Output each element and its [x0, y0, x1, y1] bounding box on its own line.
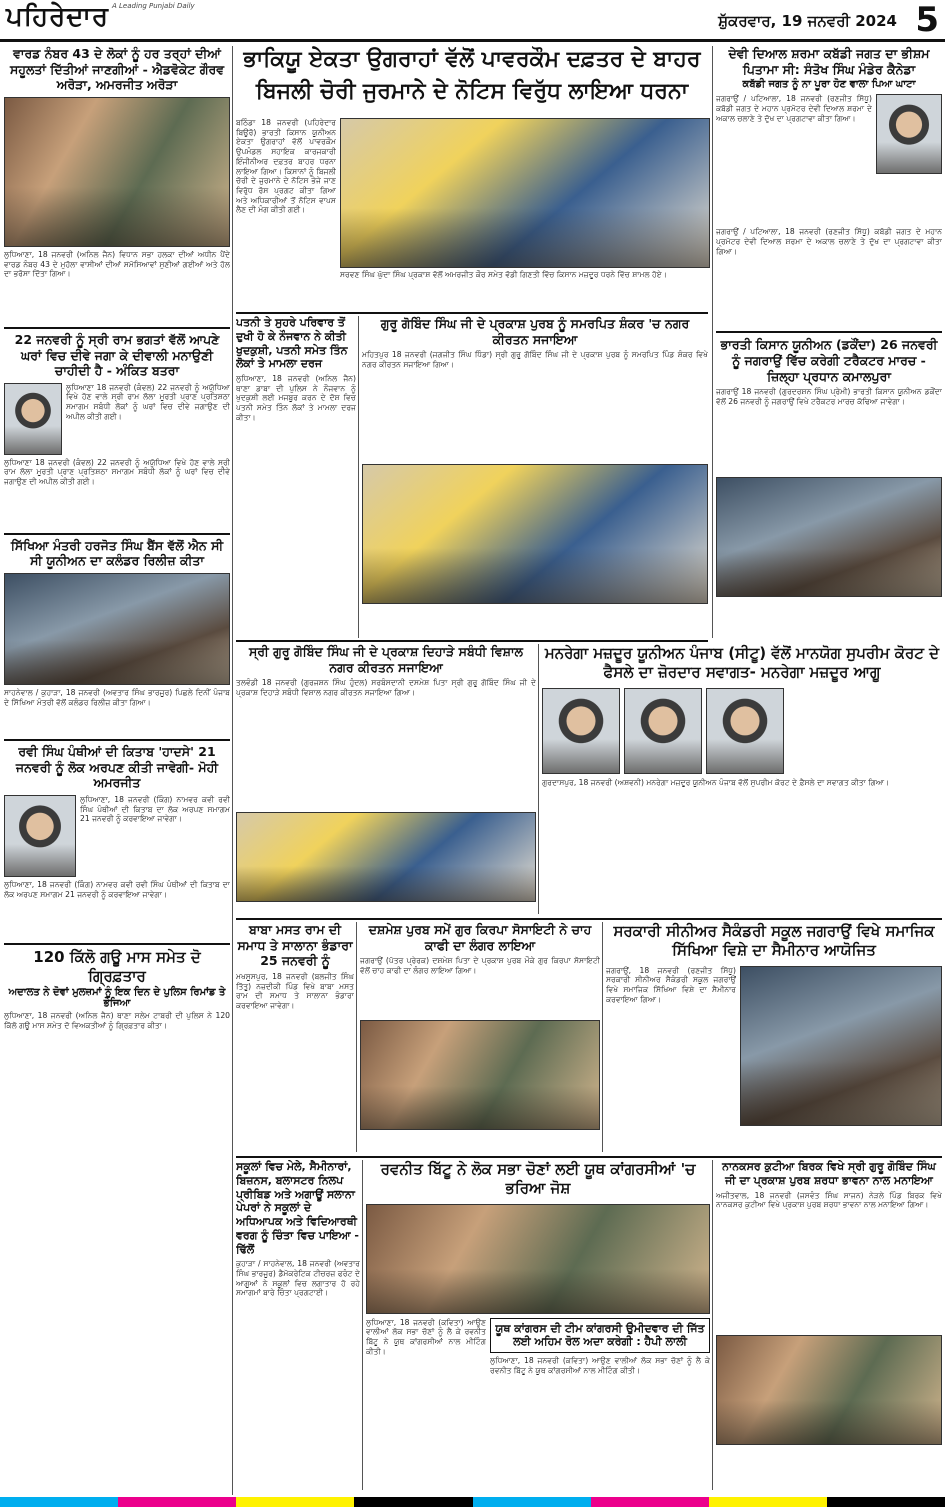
- lead-caption-area: [340, 270, 710, 310]
- cyan-swatch: [0, 1497, 118, 1507]
- article-headline: 22 ਜਨਵਰੀ ਨੂੰ ਸ੍ਰੀ ਰਾਮ ਭਗਤਾਂ ਵੱਲੋਂ ਆਪਣੇ ਘਰਾਂ ਵਿਚ ਦੀਵੇ ਜਗਾ ਕੇ ਦੀਵਾਲੀ ਮਨਾਉਣੀ ਚਾਹੀਦੀ ਹੈ - ਅੰਕਿਤ ਬਤਰਾ: [14, 331, 220, 379]
- column-rule: [602, 922, 603, 1152]
- article-body: ਅਜੀਤਵਾਲ, 18 ਜਨਵਰੀ (ਜਸਵੰਤ ਸਿੰਘ ਸਾਜਨ) ਨੇੜਲੇ ਪਿੰਡ ਬਿਰਕ ਵਿਖੇ ਨਾਨਕਸਰ ਕੁਟੀਆ ਵਿਖੇ ਪ੍ਰਕਾਸ਼ ਪੁਰਬ ਸ਼ਰਧਾ ਭਾਵਨਾ ਨਾਲ ਮਨਾਇਆ ਗਿਆ।: [716, 1190, 942, 1210]
- article-body: ਜਗਰਾਉਂ 18 ਜਨਵਰੀ (ਗੁਰਦਰਸ਼ਨ ਸਿੰਘ ਪ੍ਰੇਮੀ) ਭਾਰਤੀ ਕਿਸਾਨ ਯੂਨੀਅਨ ਡਕੌਂਦਾ ਵੱਲੋਂ 26 ਜਨਵਰੀ ਨੂੰ ਜਗਰਾਉਂ ਵਿਖੇ ਟਰੈਕਟਰ ਮਾਰਚ ਕੱਢਿਆ ਜਾਵੇਗਾ।: [716, 387, 942, 406]
- page-number: 5: [915, 0, 939, 40]
- cyan-swatch: [473, 1497, 591, 1507]
- column-rule: [358, 316, 359, 638]
- divider: [4, 739, 230, 741]
- left-column: [4, 46, 230, 1491]
- article-body: ਜਗਰਾਉਂ (ਪੱਤਰ ਪ੍ਰੇਰਕ) ਦਸ਼ਮੇਸ਼ ਪਿਤਾ ਦੇ ਪ੍ਰਕਾਸ਼ ਪੁਰਬ ਮੌਕੇ ਗੁਰ ਕਿਰਪਾ ਸੋਸਾਇਟੀ ਵੱਲੋਂ ਚਾਹ ਕਾਫੀ ਦਾ ਲੰਗਰ ਲਾਇਆ ਗਿਆ।: [360, 956, 600, 975]
- newspaper-brand: ਪਹਿਰੇਦਾਰ: [6, 2, 109, 32]
- news-photo: [362, 464, 708, 604]
- article-body: ਲੁਧਿਆਣਾ 18 ਜਨਵਰੀ (ਕੰਵਲ) 22 ਜਨਵਰੀ ਨੂੰ ਅਯੁੱਧਿਆ ਵਿਖੇ ਹੋਣ ਵਾਲੇ ਸ੍ਰੀ ਰਾਮ ਲੱਲਾ ਮੂਰਤੀ ਪ੍ਰਾਣ ਪ੍ਰਤਿਸ਼ਠਾ ਸਮਾਗਮ ਸਬੰਧੀ ਲੋਕਾਂ ਨੂੰ ਘਰਾਂ ਵਿਚ ਦੀਵੇ ਜਗਾਉਣ ਦੀ ਅਪੀਲ ਕੀਤੀ ਗਈ।: [66, 382, 230, 421]
- news-photo: [236, 812, 536, 902]
- portrait-photo: [542, 688, 620, 774]
- column-rule: [538, 644, 539, 914]
- column-rule: [356, 922, 357, 1152]
- article-body: ਤਲਵੰਡੀ 18 ਜਨਵਰੀ (ਗੁਰਜਸ਼ਨ ਸਿੰਘ ਹੁੰਦਲ) ਸਰਬੰਸਦਾਨੀ ਦਸਮੇਸ਼ ਪਿਤਾ ਸ੍ਰੀ ਗੁਰੂ ਗੋਬਿੰਦ ਸਿੰਘ ਜੀ ਦੇ ਪ੍ਰਕਾਸ਼ ਦਿਹਾੜੇ ਸਬੰਧੀ ਵਿਸ਼ਾਲ ਨਗਰ ਕੀਰਤਨ ਸਜਾਇਆ ਗਿਆ।: [236, 678, 536, 697]
- lead-body: ਬਠਿੰਡਾ 18 ਜਨਵਰੀ (ਪਹਿਰੇਦਾਰ ਬਿਊਰੋ) ਭਾਰਤੀ ਕਿਸਾਨ ਯੂਨੀਅਨ ਏਕਤਾ ਉਗਰਾਹਾਂ ਵੱਲੋਂ ਪਾਵਰਕੌਮ ਉਪਮੰਡਲ ਸਹਾਇਕ ਕਾਰਜਕਾਰੀ ਇੰਜੀਨੀਅਰ ਦਫ਼ਤਰ ਬਾਹਰ ਧਰਨਾ ਲਾਇਆ ਗਿਆ। ਕਿਸਾਨਾਂ ਨੂੰ ਬਿਜਲੀ ਚੋਰੀ ਦੇ ਜੁਰਮਾਨੇ ਦੇ ਨੋਟਿਸ ਭੇਜੇ ਜਾਣ ਵਿਰੁੱਧ ਰੋਸ ਪ੍ਰਗਟ ਕੀਤਾ ਗਿਆ ਅਤੇ ਅਧਿਕਾਰੀਆਂ ਤੋਂ ਨੋਟਿਸ ਵਾਪਸ ਲੈਣ ਦੀ ਮੰਗ ਕੀਤੀ ਗਈ।: [236, 118, 336, 215]
- divider: [236, 312, 708, 314]
- article-headline: ਸ੍ਰੀ ਗੁਰੂ ਗੋਬਿੰਦ ਸਿੰਘ ਜੀ ਦੇ ਪ੍ਰਕਾਸ਼ ਦਿਹਾੜੇ ਸਬੰਧੀ ਵਿਸ਼ਾਲ ਨਗਰ ਕੀਰਤਨ ਸਜਾਇਆ: [248, 644, 524, 675]
- article-body: ਸਾਹਨੇਵਾਲ / ਕੁਹਾੜਾ, 18 ਜਨਵਰੀ (ਅਵਤਾਰ ਸਿੰਘ ਭਾਰਜੂਰ) ਪਿਛਲੇ ਦਿਨੀਂ ਪੰਜਾਬ ਦੇ ਸਿੱਖਿਆ ਮੰਤਰੀ ਵੱਲੋਂ ਕਲੰਡਰ ਰਿਲੀਜ਼ ਕੀਤਾ ਗਿਆ।: [4, 688, 230, 707]
- article-body: ਲੁਧਿਆਣਾ, 18 ਜਨਵਰੀ (ਅਨਿਲ ਜੈਨ) ਥਾਣਾ ਡਾਬਾ ਦੀ ਪੁਲਿਸ ਨੇ ਨੌਜਵਾਨ ਨੂੰ ਖੁਦਕੁਸ਼ੀ ਲਈ ਮਜਬੂਰ ਕਰਨ ਦੇ ਦੋਸ਼ ਵਿਚ ਪਤਨੀ ਸਮੇਤ ਤਿੰਨ ਲੋਕਾਂ ਤੇ ਮਾਮਲਾ ਦਰਜ ਕੀਤਾ।: [236, 374, 356, 422]
- article-body: ਜਗਰਾਉਂ / ਪਟਿਆਲਾ, 18 ਜਨਵਰੀ (ਰਣਜੀਤ ਸਿੱਧੂ) ਕਬੱਡੀ ਜਗਤ ਦੇ ਮਹਾਨ ਪ੍ਰਮੋਟਰ ਦੇਵੀ ਦਿਆਲ ਸ਼ਰਮਾ ਦੇ ਅਕਾਲ ਚਲਾਣੇ ਤੇ ਦੁੱਖ ਦਾ ਪ੍ਰਗਟਾਵਾ ਕੀਤਾ ਗਿਆ।: [716, 94, 872, 123]
- article-body: ਲੁਧਿਆਣਾ, 18 ਜਨਵਰੀ (ਕਵਿਤਾ) ਆਉਣ ਵਾਲੀਆਂ ਲੋਕ ਸਭਾ ਚੋਣਾਂ ਨੂੰ ਲੈ ਕੇ ਰਵਨੀਤ ਬਿੱਟੂ ਨੇ ਯੂਥ ਕਾਂਗਰਸੀਆਂ ਨਾਲ ਮੀਟਿੰਗ ਕੀਤੀ।: [366, 1317, 486, 1356]
- divider: [4, 533, 230, 535]
- yellow-swatch: [236, 1497, 354, 1507]
- article-headline: ਵਾਰਡ ਨੰਬਰ 43 ਦੇ ਲੋਕਾਂ ਨੂੰ ਹਰ ਤਰ੍ਹਾਂ ਦੀਆਂ ਸਹੂਲਤਾਂ ਦਿੱਤੀਆਂ ਜਾਣਗੀਆਂ - ਐਡਵੋਕੇਟ ਗੌਰਵ ਅਰੋੜਾ, ਅਮਰਜੀਤ ਅਰੋੜਾ: [9, 46, 225, 93]
- divider: [4, 327, 230, 329]
- yellow-swatch: [709, 1497, 827, 1507]
- lead-headline-line1: ਭਾਕਿਯੂ ਏਕਤਾ ਉਗਰਾਹਾਂ ਵੱਲੋਂ ਪਾਵਰਕੌਮ ਦਫ਼ਤਰ ਦੇ ਬਾਹਰ: [243, 47, 701, 72]
- article-headline: ਸਿੱਖਿਆ ਮੰਤਰੀ ਹਰਜੋਤ ਸਿੰਘ ਬੈਂਸ ਵੱਲੋਂ ਐਨ ਸੀ ਸੀ ਯੂਨੀਅਨ ਦਾ ਕਲੰਡਰ ਰਿਲੀਜ਼ ਕੀਤਾ: [10, 537, 224, 569]
- masthead: [0, 0, 945, 42]
- article-headline: ਦਸ਼ਮੇਸ਼ ਪੁਰਬ ਸਮੇਂ ਗੁਰ ਕਿਰਪਾ ਸੋਸਾਇਟੀ ਨੇ ਚਾਹ ਕਾਫੀ ਦਾ ਲੰਗਰ ਲਾਇਆ: [368, 922, 592, 953]
- article-body: ਲੁਧਿਆਣਾ, 18 ਜਨਵਰੀ (ਕਿੰਗ) ਨਾਮਵਰ ਕਵੀ ਰਵੀ ਸਿੰਘ ਪੰਥੀਆਂ ਦੀ ਕਿਤਾਬ ਦਾ ਲੋਕ ਅਰਪਣ ਸਮਾਗਮ 21 ਜਨਵਰੀ ਨੂੰ ਕਰਵਾਇਆ ਜਾਵੇਗਾ।: [80, 794, 230, 824]
- divider: [236, 640, 708, 642]
- article-body-continued: ਲੁਧਿਆਣਾ 18 ਜਨਵਰੀ (ਕੰਵਲ) 22 ਜਨਵਰੀ ਨੂੰ ਅਯੁੱਧਿਆ ਵਿਖੇ ਹੋਣ ਵਾਲੇ ਸ੍ਰੀ ਰਾਮ ਲੱਲਾ ਮੂਰਤੀ ਪ੍ਰਾਣ ਪ੍ਰਤਿਸ਼ਠਾ ਸਮਾਗਮ ਸਬੰਧੀ ਲੋਕਾਂ ਨੂੰ ਘਰਾਂ ਵਿਚ ਦੀਵੇ ਜਗਾਉਣ ਦੀ ਅਪੀਲ ਕੀਤੀ ਗਈ।: [4, 457, 230, 487]
- mid-story-langar: [360, 922, 600, 1152]
- article-subheadline: ਅਦਾਲਤ ਨੇ ਦੋਵਾਂ ਮੁਲਜ਼ਮਾਂ ਨੂੰ ਇਕ ਦਿਨ ਦੇ ਪੁਲਿਸ ਰਿਮਾਂਡ ਤੇ ਭੇਜਿਆ: [8, 987, 226, 1010]
- mid-story-bittu: [366, 1160, 710, 1490]
- article-body: ਮਖਸੂਸਪੁਰ, 18 ਜਨਵਰੀ (ਬਲਜੀਤ ਸਿੰਘ ਤਿੱਤੂ) ਨਜ਼ਦੀਕੀ ਪਿੰਡ ਵਿਖੇ ਬਾਬਾ ਮਸਤ ਰਾਮ ਦੀ ਸਮਾਧ ਤੇ ਸਾਲਾਨਾ ਭੰਡਾਰਾ ਕਰਵਾਇਆ ਜਾਵੇਗਾ।: [236, 971, 354, 1011]
- column-rule: [362, 1160, 363, 1490]
- lead-photo: [340, 118, 710, 268]
- magenta-swatch: [118, 1497, 236, 1507]
- divider: [4, 943, 230, 945]
- issue-date: ਸ਼ੁੱਕਰਵਾਰ, 19 ਜਨਵਰੀ 2024: [718, 12, 897, 30]
- article-headline: ਨਾਨਕਸਰ ਕੁਟੀਆ ਬਿਰਕ ਵਿਖੇ ਸ੍ਰੀ ਗੁਰੂ ਗੋਬਿੰਦ ਸਿੰਘ ਜੀ ਦਾ ਪ੍ਰਕਾਸ਼ ਪੁਰਬ ਸ਼ਰਧਾ ਭਾਵਨਾ ਨਾਲ ਮਨਾਇਆ: [722, 1160, 936, 1187]
- article-body-continued: ਜਗਰਾਉਂ / ਪਟਿਆਲਾ, 18 ਜਨਵਰੀ (ਰਣਜੀਤ ਸਿੱਧੂ) ਕਬੱਡੀ ਜਗਤ ਦੇ ਮਹਾਨ ਪ੍ਰਮੋਟਰ ਦੇਵੀ ਦਿਆਲ ਸ਼ਰਮਾ ਦੇ ਅਕਾਲ ਚਲਾਣੇ ਤੇ ਦੁੱਖ ਦਾ ਪ੍ਰਗਟਾਵਾ ਕੀਤਾ ਗਿਆ।: [716, 227, 942, 256]
- article-headline: ਪਤਨੀ ਤੇ ਸੁਹਰੇ ਪਰਿਵਾਰ ਤੋਂ ਦੁਖੀ ਹੋ ਕੇ ਨੌਜਵਾਨ ਨੇ ਕੀਤੀ ਖੁਦਕੁਸ਼ੀ, ਪਤਨੀ ਸਮੇਤ ਤਿੰਨ ਲੋਕਾਂ ਤੇ ਮਾਮਲਾ ਦਰਜ: [236, 316, 348, 371]
- column-rule: [712, 46, 713, 638]
- divider: [236, 1156, 942, 1158]
- article-body: ਲੁਧਿਆਣਾ, 18 ਜਨਵਰੀ (ਅਨਿਲ ਜੈਨ) ਥਾਣਾ ਸਲੇਮ ਟਾਬਰੀ ਦੀ ਪੁਲਿਸ ਨੇ 120 ਕਿੱਲੋ ਗਊ ਮਾਸ ਸਮੇਤ ਦੋ ਵਿਅਕਤੀਆਂ ਨੂੰ ਗ੍ਰਿਫ਼ਤਾਰ ਕੀਤਾ।: [4, 1011, 230, 1031]
- news-photo: [4, 97, 230, 247]
- print-color-bar: [0, 1497, 945, 1507]
- portrait-photo: [624, 688, 702, 774]
- divider: [716, 331, 942, 333]
- article-headline: ਮਨਰੇਗਾ ਮਜ਼ਦੂਰ ਯੂਨੀਅਨ ਪੰਜਾਬ (ਸੀਟੂ) ਵੱਲੋਂ ਮਾਨਯੋਗ ਸੁਪਰੀਮ ਕੋਰਟ ਦੇ ਫੈਸਲੇ ਦਾ ਜ਼ੋਰਦਾਰ ਸਵਾਗਤ- ਮਨਰੇਗਾ ਮਜ਼ਦੂਰ ਆਗੂ: [544, 644, 940, 681]
- lead-caption: ਸਰਵਣ ਸਿੰਘ ਘੁੱਦਾ ਸਿੰਘ ਪ੍ਰਕਾਸ਼ ਵੱਲੋਂ ਅਮਰਜੀਤ ਕੌਰ ਸਮੇਤ ਵੱਡੀ ਗਿਣਤੀ ਵਿੱਚ ਕਿਸਾਨ ਮਜ਼ਦੂਰ ਧਰਨੇ ਵਿੱਚ ਸ਼ਾਮਲ ਹੋਏ।: [340, 270, 667, 279]
- news-photo: [366, 1204, 710, 1314]
- article-headline: 120 ਕਿੱਲੋ ਗਊ ਮਾਸ ਸਮੇਤ ਦੋ ਗ੍ਰਿਫ਼ਤਾਰ: [33, 947, 201, 985]
- lead-headline-line2: ਬਿਜਲੀ ਚੋਰੀ ਜੁਰਮਾਨੇ ਦੇ ਨੋਟਿਸ ਵਿਰੁੱਧ ਲਾਇਆ ਧਰਨਾ: [255, 78, 689, 104]
- right-story-seminar: [606, 922, 942, 1152]
- divider: [236, 918, 942, 920]
- news-photo: [360, 1020, 600, 1130]
- mid-story-manrega: [542, 644, 942, 914]
- magenta-swatch: [591, 1497, 709, 1507]
- article-body: ਮਹਿਤਪੁਰ 18 ਜਨਵਰੀ (ਜਗਜੀਤ ਸਿੰਘ ਧਿੰਡਾ) ਸ੍ਰੀ ਗੁਰੂ ਗੋਬਿੰਦ ਸਿੰਘ ਜੀ ਦੇ ਪ੍ਰਕਾਸ਼ ਪੁਰਬ ਨੂੰ ਸਮਰਪਿਤ ਪਿੰਡ ਸ਼ੰਕਰ ਵਿਖੇ ਨਗਰ ਕੀਰਤਨ ਸਜਾਇਆ ਗਿਆ।: [362, 350, 708, 369]
- mid-story-suicide: [236, 316, 356, 636]
- article-body-continued: ਲੁਧਿਆਣਾ, 18 ਜਨਵਰੀ (ਕਵਿਤਾ) ਆਉਣ ਵਾਲੀਆਂ ਲੋਕ ਸਭਾ ਚੋਣਾਂ ਨੂੰ ਲੈ ਕੇ ਰਵਨੀਤ ਬਿੱਟੂ ਨੇ ਯੂਥ ਕਾਂਗਰਸੀਆਂ ਨਾਲ ਮੀਟਿੰਗ ਕੀਤੀ।: [490, 1356, 710, 1375]
- portrait-photo: [4, 383, 62, 455]
- portrait-photo: [4, 795, 76, 877]
- article-subheadline: ਕਬੱਡੀ ਜਗਤ ਨੂੰ ਨਾ ਪੂਰਾ ਹੋਣ ਵਾਲਾ ਪਿਆ ਘਾਟਾ: [742, 79, 916, 91]
- news-photo: [4, 573, 230, 685]
- mid-story-shankar: [362, 316, 708, 636]
- news-photo: [716, 477, 942, 597]
- article-headline: ਭਾਰਤੀ ਕਿਸਾਨ ਯੂਨੀਅਨ (ਡਕੌਂਦਾ) 26 ਜਨਵਰੀ ਨੂੰ ਜਗਰਾਉਂ ਵਿੱਚ ਕਰੇਗੀ ਟਰੈਕਟਰ ਮਾਰਚ - ਜ਼ਿਲ੍ਹਾ ਪ੍ਰਧਾਨ ਕਮਾਲਪੁਰਾ: [720, 337, 938, 384]
- article-headline: ਰਵੀ ਸਿੰਘ ਪੰਥੀਆਂ ਦੀ ਕਿਤਾਬ 'ਹਾਦਸੇ' 21 ਜਨਵਰੀ ਨੂੰ ਲੋਕ ਅਰਪਣ ਕੀਤੀ ਜਾਵੇਗੀ- ਮੋਹੀ ਅਮਰਜੀਤ: [15, 744, 219, 791]
- black-swatch: [827, 1497, 945, 1507]
- news-photo: [716, 1335, 942, 1445]
- black-swatch: [354, 1497, 472, 1507]
- portrait-photo: [876, 94, 942, 174]
- article-body: ਕੁਹਾੜਾ / ਸਾਹਨੇਵਾਲ, 18 ਜਨਵਰੀ (ਅਵਤਾਰ ਸਿੰਘ ਭਾਰਜੂਰ) ਡੈਮੋਕਰੇਟਿਕ ਟੀਚਰਜ਼ ਫਰੰਟ ਦੇ ਆਗੂਆਂ ਨੇ ਸਕੂਲਾਂ ਵਿਚ ਲਗਾਤਾਰ ਹੋ ਰਹੇ ਸਮਾਗਮਾਂ ਬਾਰੇ ਚਿੰਤਾ ਪ੍ਰਗਟਾਈ।: [236, 1259, 360, 1298]
- article-headline: ਸਕੂਲਾਂ ਵਿਚ ਮੇਲੇ, ਸੈਮੀਨਾਰਾਂ, ਬਿਜ਼ਨਸ, ਬਲਾਸਟਰ ਨਿਲਪ ਪ੍ਰੀਬਿਡ ਅਤੇ ਅਗਾਊਂ ਸਲਾਨਾ ਪੇਪਰਾਂ ਨੇ ਸਕੂਲਾਂ ਦੇ ਅਧਿਆਪਕ ਅਤੇ ਵਿਦਿਆਰਥੀ ਵਰਗ ਨੂੰ ਚਿੰਤਾ ਵਿਚ ਪਾਇਆ - ਢਿੱਲੋਂ: [236, 1160, 359, 1256]
- article-headline: ਰਵਨੀਤ ਬਿੱਟੂ ਨੇ ਲੋਕ ਸਭਾ ਚੋਣਾਂ ਲਈ ਯੂਥ ਕਾਂਗਰਸੀਆਂ 'ਚ ਭਰਿਆ ਜੋਸ਼: [380, 1160, 696, 1197]
- article-body: ਜਗਰਾਉਂ, 18 ਜਨਵਰੀ (ਰਣਜੀਤ ਸਿੱਧੂ) ਸਰਕਾਰੀ ਸੀਨੀਅਰ ਸੈਕੰਡਰੀ ਸਕੂਲ ਜਗਰਾਉਂ ਵਿਖੇ ਸਮਾਜਿਕ ਸਿੱਖਿਆ ਵਿਸ਼ੇ ਦਾ ਸੈਮੀਨਾਰ ਕਰਵਾਇਆ ਗਿਆ।: [606, 965, 736, 1004]
- brand-tagline: A Leading Punjabi Daily: [112, 2, 195, 10]
- portrait-photo: [706, 688, 784, 774]
- news-photo: [740, 966, 942, 1126]
- right-column: [716, 46, 942, 638]
- article-headline: ਬਾਬਾ ਮਸਤ ਰਾਮ ਦੀ ਸਮਾਧ ਤੇ ਸਾਲਾਨਾ ਭੰਡਾਰਾ 25 ਜਨਵਰੀ ਨੂੰ: [237, 922, 353, 969]
- mid-story-schools: [236, 1160, 360, 1490]
- lead-body-column: [236, 118, 336, 308]
- article-body: ਗੁਰਦਾਸਪੁਰ, 18 ਜਨਵਰੀ (ਅਸ਼ਵਨੀ) ਮਨਰੇਗਾ ਮਜ਼ਦੂਰ ਯੂਨੀਅਨ ਪੰਜਾਬ ਵੱਲੋਂ ਸੁਪਰੀਮ ਕੋਰਟ ਦੇ ਫ਼ੈਸਲੇ ਦਾ ਸਵਾਗਤ ਕੀਤਾ ਗਿਆ।: [542, 777, 890, 787]
- pull-quote-box: ਯੂਥ ਕਾਂਗਰਸ ਦੀ ਟੀਮ ਕਾਂਗਰਸੀ ਉਮੀਦਵਾਰ ਦੀ ਜਿੱਤ ਲਈ ਅਹਿਮ ਰੋਲ ਅਦਾ ਕਰੇਗੀ : ਹੈਪੀ ਲਾਲੀ: [490, 1318, 710, 1354]
- article-body: ਲੁਧਿਆਣਾ, 18 ਜਨਵਰੀ (ਅਨਿਲ ਜੈਨ) ਵਿਧਾਨ ਸਭਾ ਹਲਕਾ ਦੀਆਂ ਅਧੀਨ ਪੈਂਦੇ ਵਾਰਡ ਨੰਬਰ 43 ਦੇ ਮੁਹੱਲਾ ਵਾਸੀਆਂ ਦੀਆਂ ਸਮੱਸਿਆਵਾਂ ਸੁਣੀਆਂ ਗਈਆਂ ਅਤੇ ਹੱਲ ਦਾ ਭਰੋਸਾ ਦਿੱਤਾ ਗਿਆ।: [4, 249, 230, 279]
- mid-story-nagar-kirtan: [236, 644, 536, 914]
- article-body-continued: ਲੁਧਿਆਣਾ, 18 ਜਨਵਰੀ (ਕਿੰਗ) ਨਾਮਵਰ ਕਵੀ ਰਵੀ ਸਿੰਘ ਪੰਥੀਆਂ ਦੀ ਕਿਤਾਬ ਦਾ ਲੋਕ ਅਰਪਣ ਸਮਾਗਮ 21 ਜਨਵਰੀ ਨੂੰ ਕਰਵਾਇਆ ਜਾਵੇਗਾ।: [4, 879, 230, 899]
- article-headline: ਸਰਕਾਰੀ ਸੀਨੀਅਰ ਸੈਕੰਡਰੀ ਸਕੂਲ ਜਗਰਾਉਂ ਵਿਖੇ ਸਮਾਜਿਕ ਸਿੱਖਿਆ ਵਿਸ਼ੇ ਦਾ ਸੈਮੀਨਾਰ ਆਯੋਜਿਤ: [613, 922, 935, 959]
- mid-story-bhandara: [236, 922, 354, 1152]
- article-headline: ਦੇਵੀ ਦਿਆਲ ਸ਼ਰਮਾ ਕਬੱਡੀ ਜਗਤ ਦਾ ਭੀਸ਼ਮ ਪਿਤਾਮਾ ਸੀ: ਸੰਤੋਖ ਸਿੰਘ ਮੰਡੇਰ ਕੈਨੇਡਾ: [728, 46, 930, 77]
- column-rule: [712, 1160, 713, 1490]
- column-rule: [232, 46, 233, 1495]
- article-headline: ਗੁਰੂ ਗੋਬਿੰਦ ਸਿੰਘ ਜੀ ਦੇ ਪ੍ਰਕਾਸ਼ ਪੁਰਬ ਨੂੰ ਸਮਰਪਿਤ ਸ਼ੰਕਰ 'ਚ ਨਗਰ ਕੀਰਤਨ ਸਜਾਇਆ: [380, 316, 690, 347]
- right-story-birk: [716, 1160, 942, 1490]
